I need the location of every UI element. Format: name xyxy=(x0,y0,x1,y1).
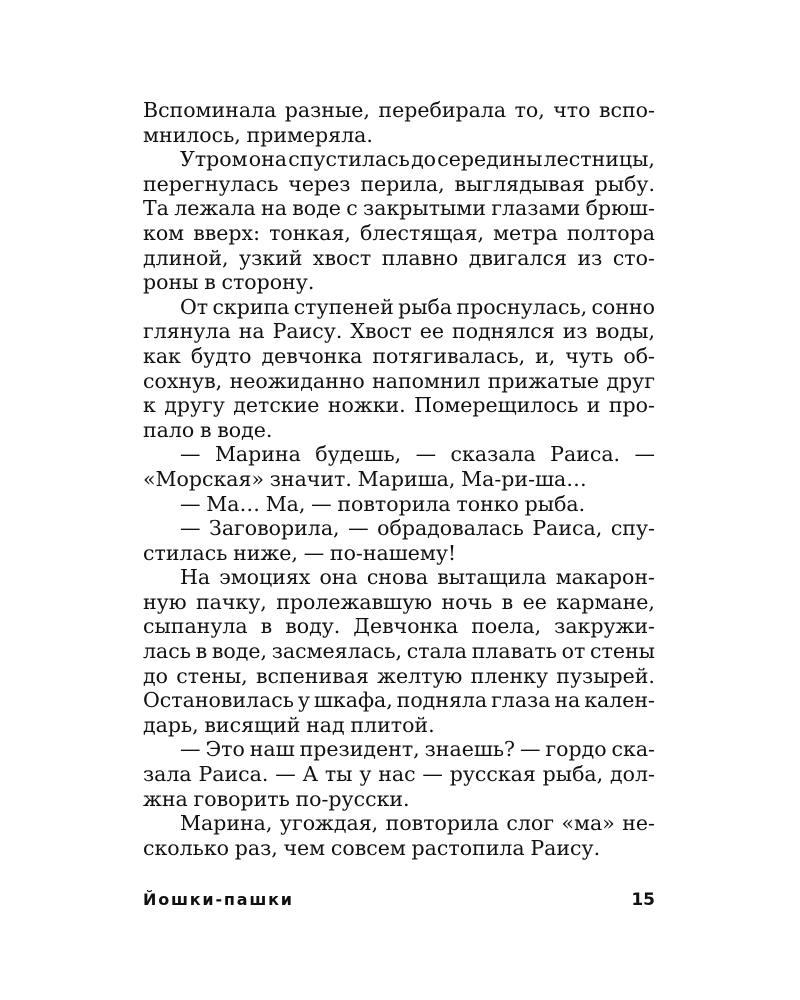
text-line: сохнув, неожиданно напомнил прижатые друг xyxy=(143,368,655,393)
text-line: «Морская» значит. Мариша, Ма-ри-ша… xyxy=(143,466,587,491)
text-line: Вспоминала разные, перебирала то, что вспо- xyxy=(143,98,655,122)
text-line: дарь, висящий над плитой. xyxy=(143,712,435,737)
text-line: пало в воде. xyxy=(143,417,273,442)
text-line: длиной, узкий хвост плавно двигался из сто- xyxy=(143,245,655,270)
page-body-text xyxy=(143,98,655,860)
text-line: перегнулась через перила, выглядывая рыбу. xyxy=(143,171,655,196)
paragraph xyxy=(143,811,655,860)
page-footer xyxy=(143,890,655,910)
paragraph xyxy=(143,295,655,443)
paragraph xyxy=(143,442,655,491)
text-line: На эмоциях она снова вытащила макарон- xyxy=(180,565,655,590)
text-line: Марина, угождая, повторила слог «ма» не- xyxy=(180,811,655,836)
text-line: — Марина будешь, — сказала Раиса. — xyxy=(180,442,655,467)
text-line: жна говорить по-русски. xyxy=(143,786,410,811)
paragraph xyxy=(143,565,655,737)
text-line: ную пачку, пролежавшую ночь в ее кармане, xyxy=(143,589,655,614)
paragraph xyxy=(143,492,655,517)
text-line: Утром она спустилась до середины лестницы, xyxy=(180,147,655,172)
running-title: Йошки-пашки xyxy=(143,890,294,909)
text-line: От скрипа ступеней рыба проснулась, сонно xyxy=(180,294,655,319)
text-line: мнилось, примеряла. xyxy=(143,122,373,147)
paragraph xyxy=(143,737,655,811)
text-line: ком вверх: тонкая, блестящая, метра полтора xyxy=(143,220,655,245)
text-line: как будто девчонка потягивалась, и, чуть об- xyxy=(143,343,655,368)
text-line: к другу детские ножки. Померещилось и про- xyxy=(143,393,655,418)
paragraph xyxy=(143,147,655,295)
text-line: до стены, вспенивая желтую пленку пузырей. xyxy=(143,663,655,688)
text-line: — Ма… Ма, — повторила тонко рыба. xyxy=(180,491,586,516)
text-line: — Заговорила, — обрадовалась Раиса, спу- xyxy=(180,516,655,541)
page-number: 15 xyxy=(631,890,655,910)
text-line: Остановилась у шкафа, подняла глаза на кален- xyxy=(143,688,655,713)
text-line: стилась ниже, — по-нашему! xyxy=(143,540,457,565)
text-line: зала Раиса. — А ты у нас — русская рыба, дол- xyxy=(143,762,655,787)
text-line: Та лежала на воде с закрытыми глазами брюш- xyxy=(143,196,655,221)
text-line: глянула на Раису. Хвост ее поднялся из воды, xyxy=(143,319,655,344)
paragraph xyxy=(143,516,655,565)
text-line: — Это наш президент, знаешь? — гордо ска- xyxy=(180,737,655,762)
text-line: сколько раз, чем совсем растопила Раису. xyxy=(143,835,601,860)
text-line: сыпанула в воду. Девчонка поела, закружи- xyxy=(143,614,655,639)
text-line: роны в сторону. xyxy=(143,270,315,295)
paragraph xyxy=(143,98,655,147)
text-line: лась в воде, засмеялась, стала плавать от стены xyxy=(143,639,655,664)
